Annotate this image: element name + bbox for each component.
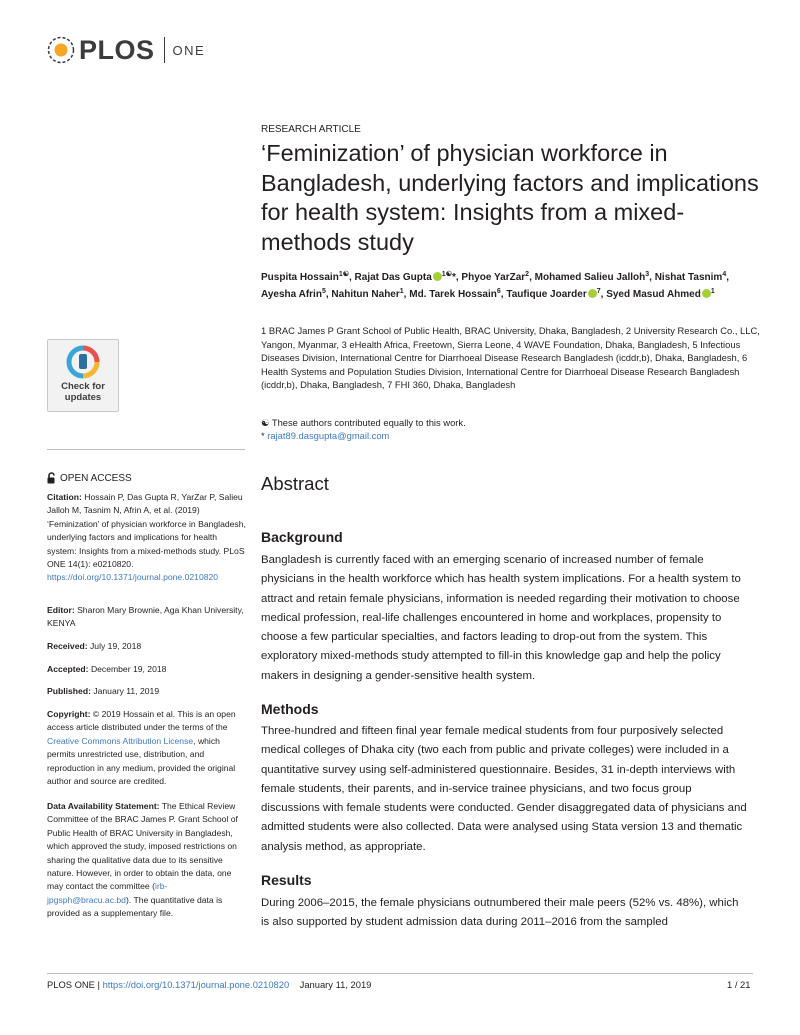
author-name: Nishat Tasnim <box>654 272 723 283</box>
published-block <box>47 685 247 698</box>
author <box>261 272 355 283</box>
data-availability-text-end: ). The quantitative data is provided as a supplementary file. <box>47 894 223 919</box>
accepted-date: December 19, 2018 <box>90 664 167 674</box>
abstract-heading: Abstract <box>261 473 329 494</box>
sidebar-divider <box>47 449 245 450</box>
author-affiliation-marker: 7 <box>596 287 601 295</box>
footer-journal: PLOS ONE <box>47 979 95 990</box>
affiliations: 1 BRAC James P Grant School of Public Health, BRAC University, Dhaka, Bangladesh, 2 University Research Co., LLC, Yangon, Myanmar, 3 eHealth Africa, Freetown, Sierra Leone, 4 WAVE Foundation, Dhaka, Bangladesh, 5 Infectious Diseases Division, International Centre for Diarrhoeal Disease Research Bangladesh (icddr,b), Dhaka, Bangladesh, 6 Health Systems and Population Studies Division, International Centre for Diarrhoeal Disease Research Bangladesh (icddr,b), Dhaka, Bangladesh, 7 FHI 360, Dhaka, Bangladesh <box>261 325 760 390</box>
published-date: January 11, 2019 <box>93 686 160 696</box>
author <box>506 289 606 300</box>
author <box>655 272 729 283</box>
corresponding-email-link[interactable]: rajat89.dasgupta@gmail.com <box>267 430 390 441</box>
author-name: Puspita Hossain <box>261 272 339 283</box>
methods-paragraph: Three-hundred and fifteen final year female medical students from four purposively selected medical colleges of Dhaka city (two each from public and private colleges) were included in a quantitative survey using self-administered questionnaire. Besides, 31 in-depth interviews with female students, their parents, and in-service trainee physicians, and two focus group discussions with female students were conducted. Gender disaggregated data of physicians and admitted students were also collected. Data were analysed using Stata version 13 and thematic analysis method, as appropriate. <box>261 725 747 853</box>
author-name: Phyoe YarZar <box>461 272 526 283</box>
author-name: Syed Masud Ahmed <box>606 288 701 300</box>
citation-block <box>47 491 247 585</box>
author-name: Ayesha Afrin <box>261 288 322 300</box>
logo-divider <box>164 37 165 63</box>
author-affiliation-marker: 3 <box>645 271 650 278</box>
citation-doi-link[interactable]: https://doi.org/10.1371/journal.pone.0210820 <box>47 572 219 583</box>
author-separator: , <box>500 288 507 300</box>
author-separator: *, <box>451 272 462 283</box>
author <box>461 272 534 283</box>
published-label: Published: <box>47 686 91 696</box>
author-separator: , <box>403 288 410 300</box>
corresponding-author <box>261 429 766 442</box>
results-paragraph: During 2006–2015, the female physicians outnumbered their male peers (52% vs. 48%), which is also supported by student admission data during 2011–2016 from the sampled <box>261 897 739 929</box>
orcid-icon[interactable] <box>433 272 442 281</box>
open-access-badge <box>47 472 132 484</box>
received-date: July 19, 2018 <box>90 641 142 651</box>
author-affiliation-marker: 1 <box>710 287 715 295</box>
license-link[interactable]: Creative Commons Attribution License <box>47 735 194 746</box>
data-availability-text: The Ethical Review Committee of the BRAC James P. Grant School of Public Health of BRAC University in Bangladesh, which approved the study, imposed restrictions on sharing the qualitative data due to its sensitive nature. However, in order to obtain the data, one may contact the committee ( <box>47 801 238 892</box>
author-separator: , <box>649 272 655 283</box>
equal-contribution-note: ☯ These authors contributed equally to this work. <box>261 417 466 428</box>
author <box>606 289 715 300</box>
author-name: Nahitun Naher <box>331 288 400 300</box>
author-separator: , <box>726 272 729 283</box>
author-notes <box>261 416 766 442</box>
citation-text: Hossain P, Das Gupta R, YarZar P, Salieu Jalloh M, Tasnim N, Afrin A, et al. (2019) ‘Feminization’ of physician workforce in Bangladesh, underlying factors and implications for health system: Insights from a mixed-methods study. PLoS ONE 14(1): e0210820. <box>47 492 246 570</box>
author-name: Rajat Das Gupta <box>354 272 432 283</box>
author-name: Md. Tarek Hossain <box>409 288 497 300</box>
author-affiliation-marker: 1☯ <box>338 271 349 278</box>
author <box>535 272 655 283</box>
author-affiliation-marker: 6 <box>496 287 501 295</box>
editor-label: Editor: <box>47 605 75 615</box>
plos-logo-icon <box>47 36 75 64</box>
author <box>409 289 506 300</box>
copyright-text: © 2019 Hossain et al. This is an open access article distributed under the terms of the <box>47 709 236 733</box>
plos-brand: PLOS <box>79 34 155 65</box>
background-paragraph: Bangladesh is currently faced with an emerging scenario of increased number of female physicians in the health workforce which has health system implications. For a health system to attract and retain female physicians, information is needed regarding their motivation to choose medical profession, real-life challenges encountered in home and workplaces, propensity to choose a few particular specialties, and factors leading to drop-out from the system. This exploratory mixed-methods study attempted to fill-in this knowledge gap and help the policy makers in designing a gender-sensitive health system. <box>261 554 741 682</box>
open-access-label: OPEN ACCESS <box>60 472 132 484</box>
citation-label: Citation: <box>47 492 82 502</box>
author-separator: , <box>325 288 332 300</box>
irb-email-link[interactable]: irb-jpgsph@bracu.ac.bd <box>47 881 168 905</box>
copyright-block <box>47 708 247 788</box>
author <box>355 272 462 283</box>
author-affiliation-marker: 1☯ <box>441 271 452 278</box>
received-label: Received: <box>47 641 88 651</box>
corresponding-marker: * <box>261 430 268 441</box>
footer-doi-link[interactable]: https://doi.org/10.1371/journal.pone.0210820 <box>102 979 290 990</box>
author-affiliation-marker: 5 <box>321 287 326 295</box>
editor-block <box>47 604 247 631</box>
author-affiliation-marker: 2 <box>525 271 530 278</box>
methods-heading: Methods <box>261 701 319 717</box>
author-name: Taufique Joarder <box>506 288 587 300</box>
copyright-text-end: , which permits unrestricted use, distribution, and reproduction in any medium, provided the original author and source are credited. <box>47 735 236 787</box>
received-block <box>47 640 247 653</box>
data-availability-block <box>47 800 247 921</box>
author-affiliation-marker: 1 <box>399 287 404 295</box>
check-updates-label <box>48 382 118 403</box>
accepted-label: Accepted: <box>47 664 89 674</box>
author-affiliation-marker: 4 <box>722 271 727 278</box>
page-footer <box>47 979 371 990</box>
results-heading: Results <box>261 872 312 888</box>
author-list <box>261 270 766 303</box>
author-separator: , <box>529 272 535 283</box>
check-updates-line1: Check for <box>61 381 105 392</box>
author-name: Mohamed Salieu Jalloh <box>534 272 646 283</box>
author-separator: , <box>348 272 355 283</box>
page-number: 1 / 21 <box>727 979 751 990</box>
article-type: RESEARCH ARTICLE <box>261 124 361 135</box>
plos-one-logo <box>47 36 205 64</box>
article-title: ‘Feminization’ of physician workforce in Bangladesh, underlying factors and implications for health system: Insights from a mixed-methods study <box>261 140 759 255</box>
footer-divider <box>47 973 753 974</box>
footer-date: January 11, 2019 <box>299 979 372 990</box>
footer-separator: | <box>94 979 103 990</box>
journal-name: ONE <box>172 42 206 58</box>
check-updates-line2: updates <box>64 391 102 403</box>
accepted-block <box>47 663 247 676</box>
data-availability-label: Data Availability Statement: <box>47 801 160 811</box>
author <box>331 289 409 300</box>
orcid-icon[interactable] <box>588 289 597 298</box>
editor-text: Sharon Mary Brownie, Aga Khan University, KENYA <box>47 605 244 629</box>
copyright-label: Copyright: <box>47 709 91 719</box>
check-for-updates-button[interactable] <box>47 339 119 412</box>
background-heading: Background <box>261 529 343 545</box>
author-separator: , <box>600 288 607 300</box>
orcid-icon[interactable] <box>702 289 711 298</box>
author <box>261 289 331 300</box>
open-lock-icon <box>47 472 56 484</box>
update-badge-icon <box>48 340 118 382</box>
